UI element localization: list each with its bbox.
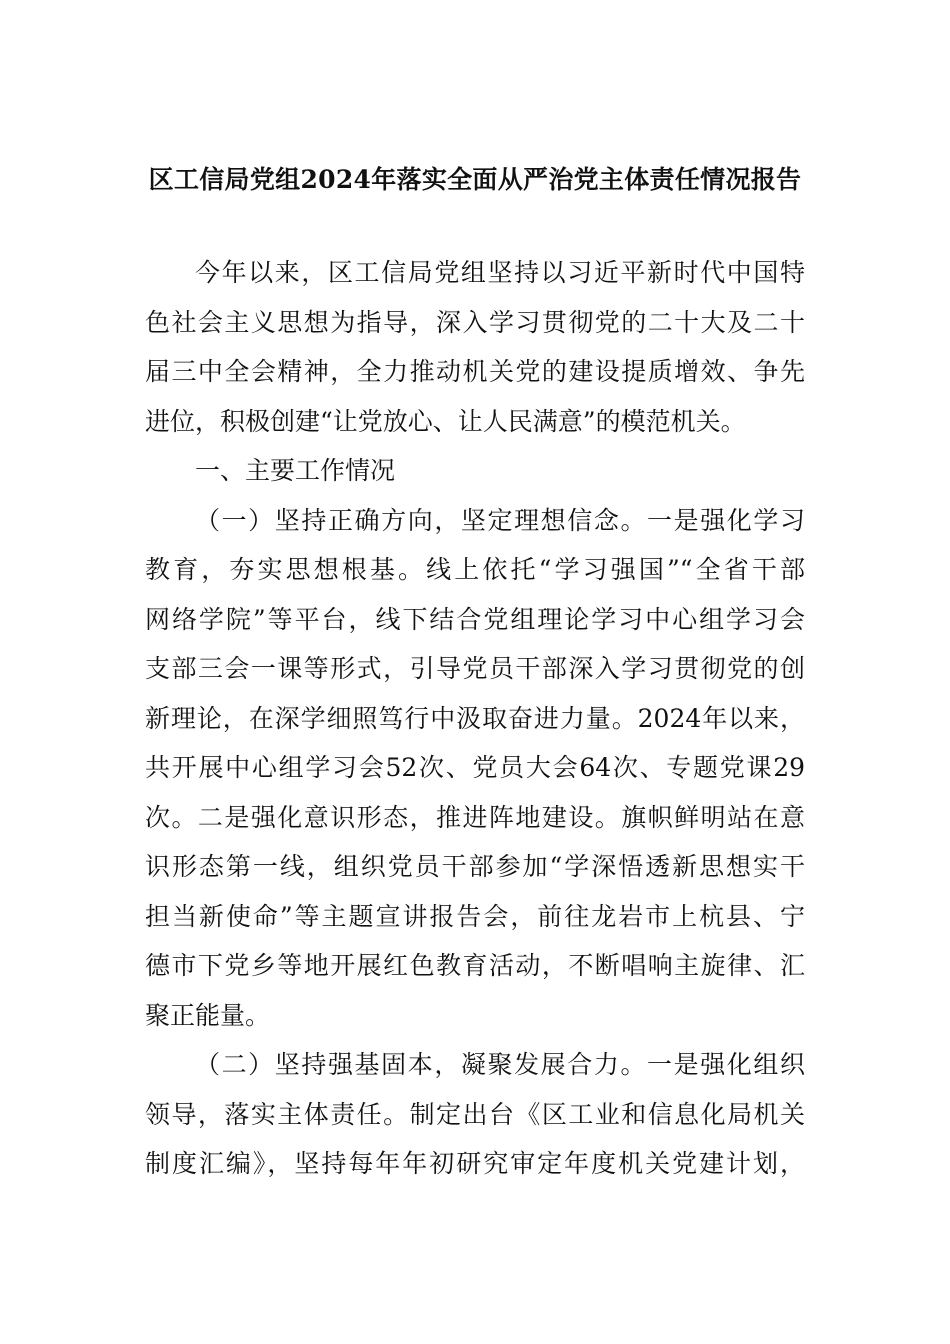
paragraph-line: 识形态第一线，组织党员干部参加“学深悟透新思想实干	[145, 852, 805, 881]
paragraph-line: 领导，落实主体责任。制定出台《区工业和信息化局机关	[145, 1099, 805, 1129]
paragraph-line: 教育，夯实思想根基。线上依托“学习强国”“全省干部	[145, 555, 805, 584]
paragraph-line: 今年以来，区工信局党组坚持以习近平新时代中国特	[195, 258, 805, 287]
paragraph-line: 新理论，在深学细照笃行中汲取奋进力量。2024年以来，	[145, 703, 805, 733]
paragraph-line: 色社会主义思想为指导，深入学习贯彻党的二十大及二十	[145, 307, 805, 337]
section-heading: 一、主要工作情况	[195, 456, 396, 485]
paragraph-line: 次。二是强化意识形态，推进阵地建设。旗帜鲜明站在意	[145, 802, 805, 832]
paragraph-line: 网络学院”等平台，线下结合党组理论学习中心组学习会	[145, 604, 805, 634]
paragraph-line: 届三中全会精神，全力推动机关党的建设提质增效、争先	[145, 357, 805, 386]
paragraph-line: （二）坚持强基固本，凝聚发展合力。一是强化组织	[195, 1050, 805, 1079]
paragraph-line: 进位，积极创建“让党放心、让人民满意”的模范机关。	[145, 406, 746, 436]
document-title: 区工信局党组2024年落实全面从严治党主体责任情况报告	[148, 165, 802, 194]
paragraph-line: 担当新使命”等主题宣讲报告会，前往龙岩市上杭县、宁	[145, 901, 805, 931]
paragraph-line: 共开展中心组学习会52次、党员大会64次、专题党课29	[145, 753, 805, 782]
paragraph-line: 制度汇编》，坚持每年年初研究审定年度机关党建计划，	[145, 1149, 805, 1178]
paragraph-line: 聚正能量。	[145, 1000, 271, 1030]
paragraph-line: （一）坚持正确方向，坚定理想信念。一是强化学习	[195, 505, 805, 535]
paragraph-line: 德市下党乡等地开展红色教育活动，不断唱响主旋律、汇	[145, 951, 805, 980]
paragraph-line: 支部三会一课等形式，引导党员干部深入学习贯彻党的创	[145, 654, 805, 683]
document-body	[145, 248, 805, 1189]
